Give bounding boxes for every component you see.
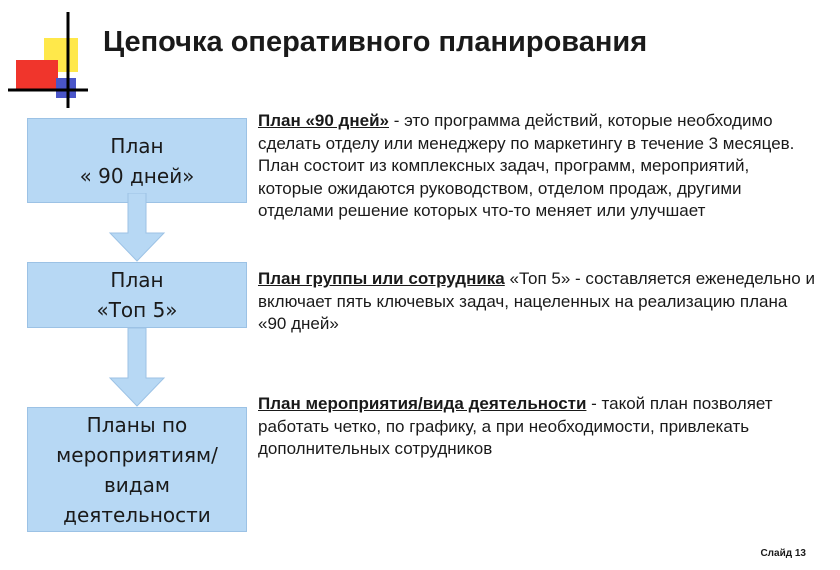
box-label-line: Планы по (86, 412, 188, 437)
slide-logo-decoration (0, 0, 90, 110)
box-label-line: мероприятиям/ (56, 442, 218, 467)
description-text: - такой план позволяет работать четко, по графику, а при необходимости, привлекать дополнительных сотрудников (258, 394, 773, 458)
box-label-line: План (110, 133, 164, 158)
slide-number: Слайд 13 (760, 548, 806, 559)
box-label-line: План (110, 268, 164, 292)
box-label-line: видам (104, 472, 170, 497)
term-plan-activities: План мероприятия/вида деятельности (258, 394, 587, 413)
term-plan-top5: План группы или сотрудника (258, 269, 505, 288)
down-arrow-icon (108, 328, 166, 408)
slide-title: Цепочка оперативного планирования (103, 26, 648, 58)
plan-top5-box (27, 262, 247, 328)
plan-activities-box (27, 407, 247, 532)
plan-activities-description (258, 393, 818, 461)
box-label-line: деятельности (63, 502, 211, 527)
term-plan-90-days: План «90 дней» (258, 111, 389, 130)
description-text: «Топ 5» - составляется еженедельно и включает пять ключевых задач, нацеленных на реализацию плана «90 дней» (258, 269, 815, 333)
down-arrow-icon (108, 193, 166, 263)
box-label-line: «Топ 5» (96, 298, 178, 322)
plan-top5-description (258, 268, 818, 336)
box-label-line: « 90 дней» (79, 163, 195, 188)
plan-90-days-description (258, 110, 818, 223)
description-text: - это программа действий, которые необходимо сделать отделу или менеджеру по маркетингу в течение 3 месяцев. План состоит из комплексных задач, программ, мероприятий, которые ожидаются руководством, отделом продаж, другими отделами решение которых что-то меняет или улучшает (258, 111, 795, 220)
plan-90-days-box (27, 118, 247, 203)
